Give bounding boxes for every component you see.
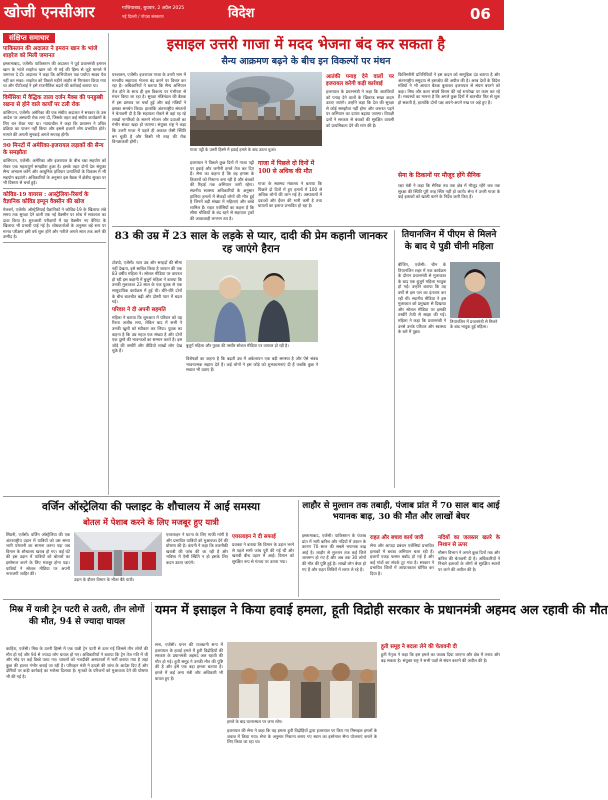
brief-body: मेलबर्न, एजेंसी। ऑस्ट्रेलियाई वैज्ञानिकों ने कोविड-19 के खिलाफ लंबे समय तक सुरक्षा देने वाली एक नई वैक्सीन पर शोध में सफलता का दावा किया है। शुरुआती परीक्षणों में यह वैक्सीन नए वेरिएंट के खिलाफ भी प्रभावी पाई गई है। शोधकर्ताओं के अनुसार बड़े स्तर पर मानव परीक्षण इसी वर्ष शुरू होंगे और नतीजे अगले साल तक आने की उम्मीद है। (3, 206, 106, 239)
story-love-photo (186, 260, 318, 342)
gaza-skyline-photo (190, 72, 322, 146)
lead-box-body: गाजा के स्वास्थ्य मंत्रालय ने बताया कि पिछले दो दिनों में हुए हमलों में 100 से अधिक लोगों की जान गई है। अस्पतालों में दवाओं और ईंधन की भारी कमी है तथा घायलों का इलाज प्रभावित हो रहा है। (258, 181, 322, 209)
story-tianjin-headline: तियानजिन में पीएम से मिलने के बाद ये पुडी चीनी महिला (401, 230, 497, 252)
story-love-column-2: विशेषज्ञों का कहना है कि बढ़ती उम्र में अकेलापन एक बड़ी समस्या है और ऐसे संबंध भावनात्मक सहारा देते हैं। कई लोगों ने इस जोड़े को शुभकामनाएं दी हैं जबकि कुछ ने सवाल भी उठाए हैं। (186, 356, 318, 373)
brief-headline: कोविड-19 वायरस : आस्ट्रेलिया-रिसर्च के वैज्ञानिक कोविड इम्यून वैक्सीन की खोज (3, 191, 89, 205)
story-flight-body-3: प्रवक्ता ने बताया कि विमान के उड़ान भरने से पहले सभी जांच पूरी की गई थीं और खराबी बीच उड़ान में आई। विमान को सुरक्षित रूप से गंतव्य पर उतारा गया। (232, 542, 294, 564)
story-love-caption: बुजुर्ग महिला और युवक की तस्वीर सोशल मीडिया पर वायरल हो रही है। (186, 343, 289, 348)
brief-headline: पाकिस्तान की अदालत ने इमरान खान के भांजे शाहरेज को मिली जमानत (3, 46, 98, 59)
brief-headline: विमेंसिया में वैद्धिक ताला दर्जन मैक्स की पनडुब्बी रखना से होने वाले कार्यों पर टली रोक (3, 94, 104, 108)
story-flood-column-3 (438, 533, 500, 596)
lead-column-1: यरुशलम, एजेंसी। इजरायल गाजा के उत्तरी भाग में मानवीय सहायता भेजना बंद करने पर विचार कर रहा है। अधिकारियों ने बताया कि सैन्य अभियान तेज होने के साथ ही इस विकल्प पर गंभीरता से मंथन किया जा रहा है। सुरक्षा मंत्रिमंडल की बैठक में इस प्रस्ताव पर चर्चा हुई और कई मंत्रियों ने इसका समर्थन किया। हालांकि अंतरराष्ट्रीय संगठनों ने चेतावनी दी है कि सहायता रोकने से वहां रह रहे लाखों नागरिकों के सामने भोजन और दवाओं का गंभीर संकट खड़ा हो जाएगा। संयुक्त राष्ट्र ने कहा कि उत्तरी गाजा में पहले ही अकाल जैसी स्थिति बन चुकी है और किसी भी तरह की रोक विनाशकारी होगी। (112, 72, 186, 145)
page-header (0, 0, 504, 30)
couple-photo (186, 260, 318, 342)
story-yemen-column-2: इजरायल की सेना ने कहा कि यह हमला हूती विद्रोहियों द्वारा इजरायल पर किए गए मिसाइल हमलों के जवाब में किया गया। सेना के अनुसार निशाना बनाए गए स्थान का इस्तेमाल सैन्य योजनाएं बनाने के लिए किया जा रहा था। (227, 728, 377, 745)
row-divider (3, 496, 500, 497)
story-tianjin-body: बीजिंग, एजेंसी। चीन के तियानजिन शहर में एक कार्यक्रम के दौरान प्रधानमंत्री से मुलाकात के बाद एक बुजुर्ग महिला भावुक हो गईं। उन्होंने बताया कि वह वर्षों से इस पल का इंतजार कर रही थीं। स्थानीय मीडिया ने इस मुलाकात को प्रमुखता से दिखाया और सोशल मीडिया पर इसकी तस्वीरें तेजी से साझा की गईं। महिला ने कहा कि प्रधानमंत्री ने उनसे उनके परिवार और स्वास्थ्य के बारे में पूछा। (398, 262, 446, 335)
story-yemen-caption: हमले के बाद घटनास्थल पर जमा लोग। (227, 719, 283, 724)
story-yemen-column-3 (381, 642, 500, 796)
brief-item (3, 192, 106, 243)
row-divider (112, 226, 500, 227)
story-yemen-body-3: हूती नेतृत्व ने कहा कि इस हमले का जवाब दिया जाएगा और क्षेत्र में तनाव और बढ़ सकता है। संयुक्त राष्ट्र ने सभी पक्षों से संयम बरतने की अपील की है। (381, 652, 500, 663)
row-divider (3, 599, 500, 600)
story-yemen-column-1: सना, एजेंसी। यमन की राजधानी सना में इजरायल के हवाई हमले में हूती विद्रोहियों की सरकार के प्रधानमंत्री अहमद अल रहावी की मौत हो गई। हूती समूह ने उनकी मौत की पुष्टि की है और इसे एक बड़ा हमला बताया है। हमले में कई अन्य मंत्री और अधिकारी भी घायल हुए हैं। (155, 642, 223, 681)
story-flight-photo (74, 532, 162, 576)
story-flight-subheadline: बोतल में पेशाब करने के लिए मजबूर हुए यात्री (83, 517, 219, 527)
lead-subheadline: सैन्य आक्रमण बढ़ने के बीच इन विकल्पों पर मंथन (221, 56, 391, 67)
lead-headline: इसाइल उत्तरी गाजा में मदद भेजना बंद कर सकता है (166, 36, 446, 53)
section-title: विदेश (228, 6, 255, 21)
column-divider (298, 500, 299, 597)
story-love-subhead: परिवार ने दी अपनी सहमति (112, 306, 166, 313)
brief-body: वाशिंगटन, एजेंसी। अमेरिका और इजरायल के बीच रक्षा सहयोग को लेकर एक महत्वपूर्ण समझौता हुआ है। इसके तहत दोनों देश संयुक्त सैन्य अभ्यास करेंगे और आधुनिक हथियार प्रणालियों के विकास में भी सहयोग बढ़ाएंगे। अधिकारियों के अनुसार इस बैठक में क्षेत्रीय सुरक्षा पर भी विस्तार से चर्चा हुई। (3, 158, 106, 185)
story-flood-body-3: मौसम विभाग ने अगले कुछ दिनों तक और बारिश की चेतावनी दी है। अधिकारियों ने निचले इलाकों के लोगों से सुरक्षित स्थानों पर जाने की अपील की है। (438, 550, 500, 572)
story-yemen-photo (227, 642, 377, 718)
brief-item (3, 143, 106, 189)
page-number: 06 (470, 5, 491, 23)
story-flight-column-1: सिडनी, एजेंसी। वर्जिन ऑस्ट्रेलिया की एक अंतरराष्ट्रीय उड़ान में यात्रियों को उस समय भारी परेशानी का सामना करना पड़ा जब विमान के शौचालय खराब हो गए। कई घंटे की इस उड़ान में यात्रियों को बोतलों का इस्तेमाल करने के लिए मजबूर होना पड़ा। यात्रियों ने सोशल मीडिया पर अपनी नाराजगी जाहिर की। (6, 532, 70, 577)
story-train-headline: मिस्र में यात्री ट्रेन पटरी से उतरी, तीन लोगों की मौत, 94 से ज्यादा घायल (9, 605, 145, 627)
column-divider (108, 33, 109, 495)
story-flight-headline: वर्जिन ऑस्ट्रेलिया की फ्लाइट के शौचालय में आई समस्या (42, 501, 260, 513)
lead-side-body: रक्षा मंत्री ने कहा कि सैनिक तब तक क्षेत्र में मौजूद रहेंगे जब तक सुरक्षा की स्थिति पूरी तरह स्थिर नहीं हो जाती। सेना ने उत्तरी गाजा के कई इलाकों को खाली करने के निर्देश जारी किए हैं। (398, 183, 500, 200)
lead-side-headline: सेना के ठिकानों पर मौजूद होंगे सैनिक (398, 172, 481, 179)
story-flood-headline: लाहौर से मुल्तान तक तबाही, पंजाब प्रांत में 70 साल बाद आई भयानक बाढ़, 30 की मौत और लाखों बेघर (302, 501, 500, 522)
story-love-body: टोक्यो, एजेंसी। प्यार उम्र और सरहदों की सीमा नहीं देखता, इसे साबित किया है जापान की एक 83 वर्षीय महिला ने। सोशल मीडिया पर वायरल हो रही इस कहानी में बुजुर्ग महिला ने बताया कि उनकी मुलाकात 23 साल के एक युवक से एक सामुदायिक कार्यक्रम में हुई थी। धीरे-धीरे दोनों के बीच बातचीत बढ़ी और दोस्ती प्यार में बदल गई। (112, 260, 182, 305)
lead-column-4: फिलिस्तीनी प्रतिनिधियों ने इस कदम को सामूहिक दंड बताया है और अंतरराष्ट्रीय समुदाय से हस्तक्षेप की अपील की है। अरब देशों के विदेश मंत्रियों ने भी आपात बैठक बुलाकर इजरायल से संयम बरतने को कहा। मिस्र और कतर संघर्ष विराम की नई रूपरेखा पर काम कर रहे हैं। मध्यस्थों का मानना है कि अगले कुछ दिनों में बातचीत फिर से शुरू हो सकती है, हालांकि दोनों पक्ष अपने-अपने रुख पर अड़े हुए हैं। (398, 72, 500, 105)
aircraft-cabin-photo (74, 532, 162, 576)
brief-body: इस्लामाबाद, एजेंसी। पाकिस्तान की अदालत ने पूर्व प्रधानमंत्री इमरान खान के भांजे शाहरेज खान को नौ मई की हिंसा से जुड़े मामले में जमानत दे दी। अदालत ने कहा कि अभियोजन पक्ष पर्याप्त साक्ष्य पेश नहीं कर सका। शाहरेज को पिछले महीने लाहौर से गिरफ्तार किया गया था और पीटीआई ने इसे राजनीतिक बदले की कार्रवाई बताया था। (3, 61, 106, 88)
masthead: खोजी एनसीआर (4, 3, 95, 21)
lead-inset-headline: आतंकी पनाह देने वालों पर इजरायल करेगी कड़ी कार्रवाई (326, 74, 394, 87)
lead-photo (190, 72, 322, 146)
story-love-column-1 (112, 260, 182, 485)
woman-portrait-photo (450, 262, 500, 318)
brief-body: वाशिंगटन, एजेंसी। अमेरिका की एक संघीय अदालत ने सरकार के उस आदेश पर अस्थायी रोक लगा दी, जिसके तहत कई संघीय कार्यक्रमों के लिए धन रोका गया था। न्यायाधीश ने कहा कि प्रशासन ने उचित प्रक्रिया का पालन नहीं किया और इससे हजारों लोग प्रभावित होते। मामले की अगली सुनवाई अगले सप्ताह होगी। (3, 109, 106, 137)
story-tianjin-photo (450, 262, 500, 318)
brief-item (3, 95, 106, 141)
lead-box-headline: गाजा में पिछले दो दिनों में 100 से अधिक की मौत (258, 160, 315, 175)
column-divider (394, 230, 395, 488)
story-flight-column-2: एयरलाइन ने घटना के लिए माफी मांगी है और प्रभावित यात्रियों को मुआवजा देने की घोषणा की है। कंपनी ने कहा कि तकनीकी खराबी की जांच की जा रही है और भविष्य में ऐसी स्थिति न हो इसके लिए कदम उठाए जाएंगे। (166, 532, 228, 565)
story-flood-column-1: इस्लामाबाद, एजेंसी। पाकिस्तान के पंजाब प्रांत में भारी बारिश और नदियों में उफान के कारण 70 साल की सबसे भयानक बाढ़ आई है। लाहौर से मुल्तान तक कई जिले जलमग्न हो गए हैं और अब तक 30 लोगों की मौत की पुष्टि हुई है। लाखों लोग बेघर हो गए हैं और राहत शिविरों में शरण ले रहे हैं। (302, 533, 366, 572)
story-flight-caption: उड़ान के दौरान विमान के भीतर बैठे यात्री। (74, 577, 135, 582)
dateline: गाजियाबाद, बुधवार, 2 अप्रैल 2025 (122, 6, 185, 11)
story-flood-column-2 (370, 533, 434, 596)
story-yemen-headline: यमन में इसाइल ने किया हवाई हमला, हूती विद्रोही सरकार के प्रधानमंत्री अहमद अल रहावी की मौत (155, 602, 608, 617)
crowd-photo (227, 642, 377, 718)
story-flight-column-3 (232, 532, 294, 596)
lead-inset-body: इजरायल के प्रधानमंत्री ने कहा कि आतंकियों को पनाह देने वालों के खिलाफ सख्त कदम उठाए जाएंगे। उन्होंने कहा कि देश की सुरक्षा से कोई समझौता नहीं होगा और जरूरत पड़ने पर अभियान का दायरा बढ़ाया जाएगा। विपक्षी दलों ने सरकार से बंधकों की सुरक्षित वापसी को प्राथमिकता देने की मांग की है। (326, 89, 394, 128)
lead-column-2: इजरायल ने पिछले कुछ दिनों में गाजा पट्टी पर हवाई और जमीनी हमले तेज कर दिए हैं। सेना का कहना है कि वह हमास के ठिकानों को निशाना बना रही है और बंधकों की रिहाई तक अभियान जारी रहेगा। स्थानीय स्वास्थ्य अधिकारियों के अनुसार हालिया हमलों में सैकड़ों लोगों की मौत हुई है जिनमें बड़ी संख्या में महिलाएं और बच्चे शामिल हैं। राहत एजेंसियों का कहना है कि सीमा चौकियों के बंद रहने से सहायता ट्रकों की आवाजाही लगभग ठप है। (190, 160, 254, 221)
brief-headline: 90 मिनटों में अमेरिका-इजरायल लड़ाकों की सैन्य के समझौता (3, 143, 104, 156)
brief-item (3, 46, 106, 92)
story-flood-subhead: राहत और बचाव कार्य जारी (370, 535, 424, 541)
story-love-headline: 83 की उम्र में 23 साल के लड़के से प्यार, दादी की प्रेम कहानी जानकर रह जाएंगे हैरान (114, 230, 388, 255)
story-flood-subhead-2: नदियों का जलस्तर खतरे के निशान से ऊपर (438, 535, 500, 548)
story-flight-subhead: एयरलाइन ने दी सफाई (232, 534, 276, 540)
sidebar-briefs (3, 33, 106, 495)
column-divider (151, 602, 152, 798)
story-yemen-subhead: हूती समूह ने बदला लेने की चेतावनी दी (381, 644, 457, 650)
lead-column-3 (326, 72, 394, 222)
story-train-body: काहिरा, एजेंसी। मिस्र के उत्तरी हिस्से में एक यात्री ट्रेन पटरी से उतर गई जिससे तीन लोगों की मौत हो गई और 94 से ज्यादा लोग घायल हो गए। अधिकारियों ने बताया कि ट्रेन तेज गति में थी और मोड़ पर कई डिब्बे पलट गए। घायलों को नजदीकी अस्पतालों में भर्ती कराया गया है जहां कुछ की हालत गंभीर बताई जा रही है। परिवहन मंत्री ने हादसे की जांच के आदेश दिए हैं और दोषियों पर कड़ी कार्रवाई का भरोसा दिलाया है। मृतकों के परिजनों को मुआवजा देने की घोषणा भी की गई है। (6, 646, 148, 679)
story-tianjin-caption: तियानजिन में प्रधानमंत्री से मिलने के बाद भावुक हुई महिला। (450, 319, 498, 330)
story-flood-body-2: सेना और आपदा प्रबंधन एजेंसियां प्रभावित इलाकों में बचाव अभियान चला रही हैं। हजारों एकड़ फसल बर्बाद हो गई है और कई गांवों का संपर्क टूट गया है। सरकार ने प्रभावित जिलों में आपातकाल घोषित कर दिया है। (370, 543, 434, 576)
edition-line: नई दिल्ली / नोएडा संस्करण (122, 14, 164, 19)
story-love-body-2: महिला ने बताया कि शुरुआत में परिवार को यह रिश्ता अजीब लगा, लेकिन बाद में सभी ने उनकी खुशी को स्वीकार कर लिया। युवक का कहना है कि उम्र महज एक संख्या है और दोनों एक दूसरे की भावनाओं का सम्मान करते हैं। इस जोड़े की तस्वीरें और वीडियो लाखों लोग देख चुके हैं। (112, 314, 182, 354)
lead-photo-caption: गाजा पट्टी के उत्तरी हिस्से में हवाई हमले के बाद उठता धुआं। (190, 147, 277, 152)
sidebar-title: संक्षिप्त समाचार (3, 33, 55, 43)
